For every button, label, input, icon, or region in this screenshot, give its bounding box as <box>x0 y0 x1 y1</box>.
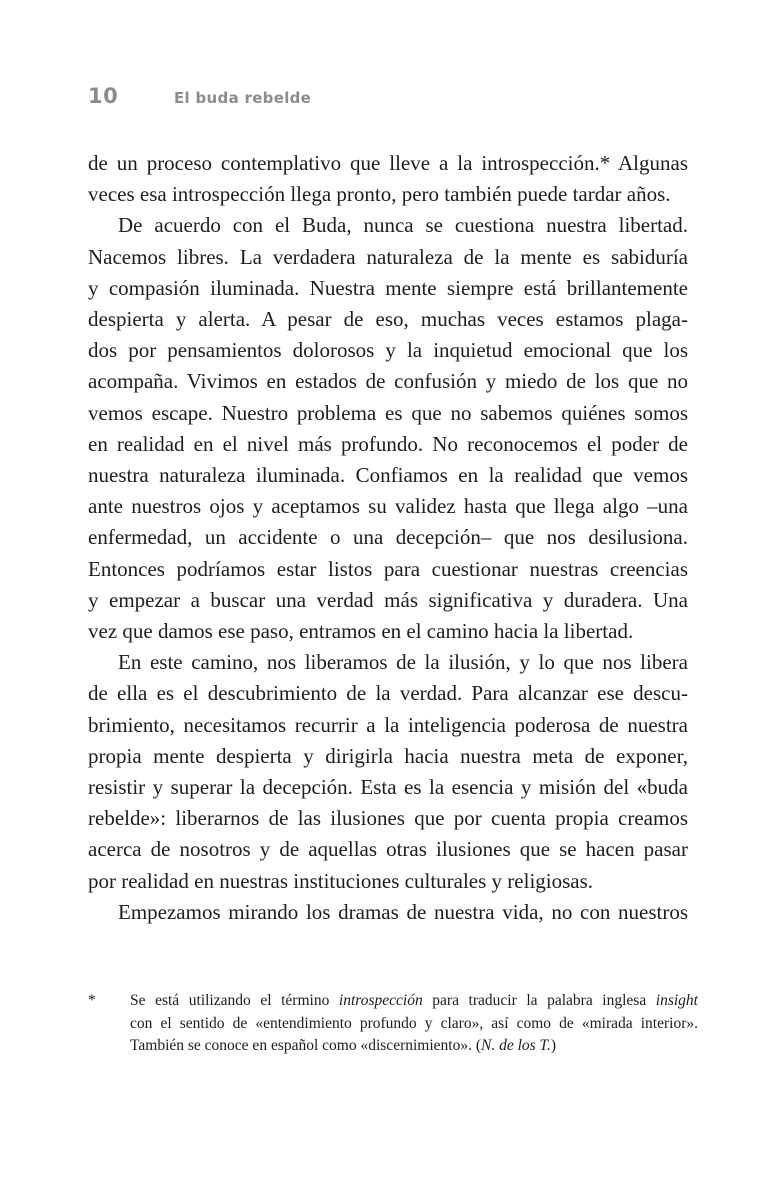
footnote-marker: * <box>88 992 96 1009</box>
page-number: 10 <box>88 84 119 108</box>
main-text <box>88 148 688 928</box>
text-line: ante nuestros ojos y aceptamos su validez hasta que llega algo –una <box>88 494 688 519</box>
paragraph <box>88 897 688 928</box>
footnote-italic-term: introspección <box>338 992 423 1009</box>
paragraph <box>88 148 688 210</box>
text-line: de un proceso contemplativo que lleve a la introspección.* Algunas <box>88 151 688 175</box>
text-line: propia mente despierta y dirigirla hacia nuestra meta de exponer, <box>88 743 688 768</box>
footnote-text-run: para traducir la palabra inglesa <box>422 992 656 1009</box>
footnote-text-run: También se conoce en español como «discernimiento». ( <box>130 1037 481 1054</box>
text-line: brimiento, necesitamos recurrir a la inteligencia poderosa de nuestra <box>88 712 688 737</box>
footnote-line <box>130 1035 698 1058</box>
text-line: de ella es el descubrimiento de la verdad. Para alcanzar ese descu- <box>88 681 688 706</box>
footnote-text-run: ) <box>550 1037 557 1054</box>
footnote-italic-term: N. de los T. <box>481 1037 551 1054</box>
text-line: De acuerdo con el Buda, nunca se cuestiona nuestra libertad. <box>118 213 688 238</box>
paragraph <box>88 210 688 647</box>
text-line: En este camino, nos liberamos de la ilusión, y lo que nos libera <box>118 650 688 675</box>
text-line: Empezamos mirando los dramas de nuestra vida, no con nuestros <box>118 899 688 924</box>
text-line: por realidad en nuestras instituciones culturales y religiosas. <box>88 868 594 893</box>
text-line: vemos escape. Nuestro problema es que no sabemos quiénes somos <box>88 400 688 425</box>
footnote-line <box>130 990 698 1013</box>
text-line: Nacemos libres. La verdadera naturaleza de la mente es sabiduría <box>88 244 688 269</box>
text-line: Entonces podríamos estar listos para cuestionar nuestras creencias <box>88 556 688 581</box>
text-line: y empezar a buscar una verdad más significativa y duradera. Una <box>88 587 688 612</box>
text-line: vez que damos ese paso, entramos en el camino hacia la libertad. <box>88 619 634 644</box>
text-line: y compasión iluminada. Nuestra mente siempre está brillantemente <box>88 275 688 300</box>
text-line: veces esa introspección llega pronto, pero también puede tardar años. <box>88 182 671 207</box>
text-line: despierta y alerta. A pesar de eso, muchas veces estamos plaga- <box>88 307 688 332</box>
footnote-italic-term: insight <box>655 992 698 1009</box>
text-line: en realidad en el nivel más profundo. No reconocemos el poder de <box>88 431 688 456</box>
text-line: resistir y superar la decepción. Esta es la esencia y misión del «buda <box>88 775 688 800</box>
paragraph <box>88 647 688 897</box>
footnote-line: con el sentido de «entendimiento profundo y claro», así como de «mirada interior». <box>130 1014 698 1032</box>
footnote-text <box>130 990 698 1058</box>
text-line: dos por pensamientos dolorosos y la inquietud emocional que los <box>88 338 688 363</box>
book-title: El buda rebelde <box>174 89 312 107</box>
running-header <box>88 84 311 110</box>
text-line: acerca de nosotros y de aquellas otras ilusiones que se hacen pasar <box>88 837 688 862</box>
footnote <box>88 990 698 1058</box>
text-line: enfermedad, un accidente o una decepción– que nos desilusiona. <box>88 525 688 550</box>
footnote-text-run: Se está utilizando el término <box>130 992 339 1009</box>
text-line: rebelde»: liberarnos de las ilusiones que por cuenta propia creamos <box>88 806 688 831</box>
text-line: acompaña. Vivimos en estados de confusión y miedo de los que no <box>88 369 688 394</box>
text-line: nuestra naturaleza iluminada. Confiamos en la realidad que vemos <box>88 463 688 488</box>
